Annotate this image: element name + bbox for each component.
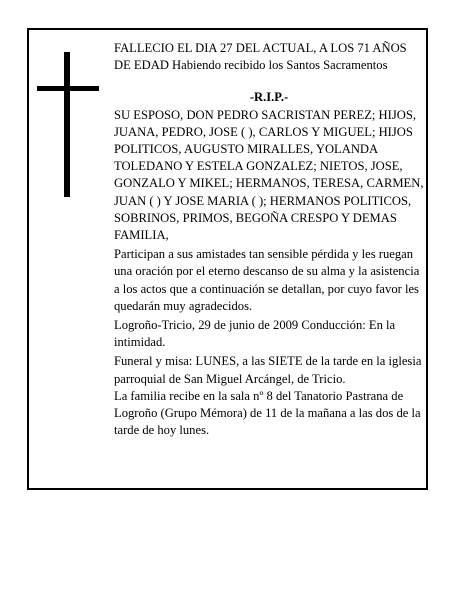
funeral-details: Funeral y misa: LUNES, a las SIETE de la tarde en la iglesia parroquial de San Miguel Arcángel, de Tricio. — [114, 354, 422, 386]
death-announcement: FALLECIO EL DIA 27 DEL ACTUAL, A LOS 71 AÑOS DE EDAD Habiendo recibido los Santos Sacramentos — [114, 41, 407, 73]
wake-details: La familia recibe en la sala nº 8 del Tanatorio Pastrana de Logroño (Grupo Mémora) de 11 de la mañana a las dos de la tarde de hoy lunes. — [114, 388, 421, 438]
rip-heading: -R.I.P.- — [249, 90, 289, 105]
cross-horizontal-bar — [37, 86, 99, 91]
obituary-text — [114, 40, 424, 439]
place-date: Logroño-Tricio, 29 de junio de 2009 Conducción: En la intimidad. — [114, 318, 396, 350]
thanks-message: Participan a sus amistades tan sensible pérdida y les ruegan una oración por el eterno descanso de su alma y la asistencia a los actos que a continuación se detallan, por cuyo favor les quedarán muy agradecidos. — [114, 247, 420, 313]
cross-vertical-bar — [64, 52, 70, 197]
cross-icon — [37, 52, 99, 197]
family-list: SU ESPOSO, DON PEDRO SACRISTAN PEREZ; HIJOS, JUANA, PEDRO, JOSE ( ), CARLOS Y MIGUEL; HIJOS POLITICOS, AUGUSTO MIRALLES, YOLANDA TOLEDANO Y ESTELA GONZALEZ; NIETOS, JOSE, GONZALO Y MIKEL; HERMANOS, TERESA, CARMEN, JUAN ( ) Y JOSE MARIA ( ); HERMANOS POLITICOS, SOBRINOS, PRIMOS, BEGOÑA CRESPO Y DEMAS FAMILIA, — [114, 107, 424, 243]
